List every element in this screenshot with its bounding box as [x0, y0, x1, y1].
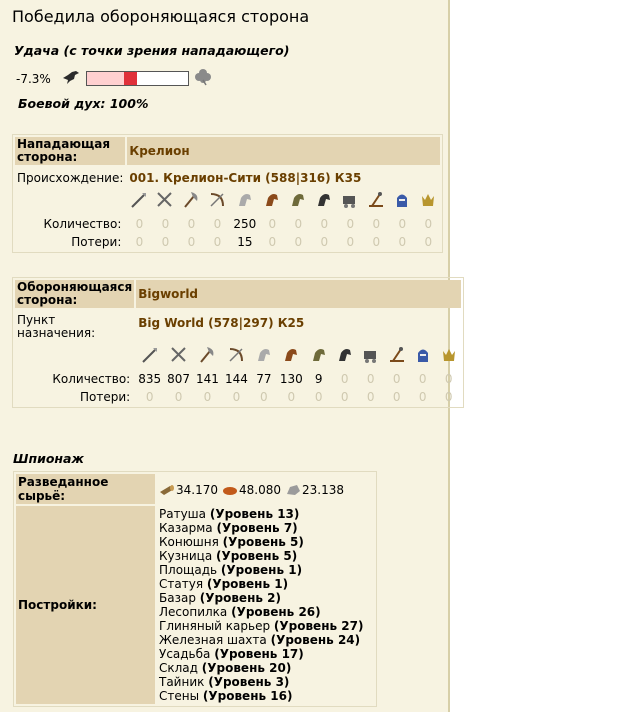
- resource-item: [222, 482, 281, 497]
- luck-title: Удача (с точки зрения нападающего): [14, 43, 290, 58]
- building-item: [159, 647, 372, 661]
- destination-village-link[interactable]: Big World (578|297) К25: [138, 316, 305, 330]
- unit-icon-cell: [390, 188, 414, 214]
- unit-count: 0: [268, 217, 277, 231]
- espionage-table: [13, 471, 377, 707]
- unit-count: 0: [320, 217, 329, 231]
- luck-value: -7.3%: [16, 72, 51, 86]
- defender-table: [12, 277, 464, 408]
- buildings-label: Постройки:: [16, 506, 155, 704]
- unit-loss: 0: [294, 235, 303, 249]
- spear-icon: [140, 345, 160, 365]
- unit-count: 250: [233, 217, 257, 231]
- unit-icon-cell: [278, 343, 305, 369]
- espionage-title: Шпионаж: [13, 451, 84, 466]
- mounted-archer-icon: [309, 345, 329, 365]
- unit-icon-cell: [411, 343, 435, 369]
- resource-value: 34.170: [176, 482, 218, 497]
- unit-icon-cell: [231, 188, 258, 214]
- light-cavalry-icon: [262, 190, 282, 210]
- building-level: (Уровень 26): [231, 605, 321, 619]
- spy-icon: [235, 190, 255, 210]
- unit-count: 0: [187, 217, 196, 231]
- spy-icon: [254, 345, 274, 365]
- ram-icon: [340, 190, 360, 210]
- defender-player-link[interactable]: Bigworld: [136, 280, 461, 308]
- count-label: Количество:: [43, 217, 122, 231]
- unit-loss: 15: [237, 235, 253, 249]
- unit-count: 0: [135, 217, 144, 231]
- unit-icon-cell: [385, 343, 409, 369]
- unit-loss: 0: [260, 390, 268, 404]
- resources-label: Разведанное сырьё:: [16, 474, 155, 504]
- building-name: Ратуша: [159, 507, 210, 521]
- unit-count: 0: [392, 372, 401, 386]
- unit-icon-cell: [252, 343, 276, 369]
- building-name: Склад: [159, 661, 202, 675]
- unit-icon-cell: [153, 188, 177, 214]
- unit-count: 0: [161, 217, 170, 231]
- building-name: Конюшня: [159, 535, 223, 549]
- axe-icon: [181, 190, 201, 210]
- building-item: [159, 619, 372, 633]
- unit-count: 835: [138, 372, 162, 386]
- building-item: [159, 549, 372, 563]
- unit-loss: 0: [287, 390, 296, 404]
- unit-icon-cell: [437, 343, 461, 369]
- unit-count: 0: [366, 372, 375, 386]
- unit-icon-cell: [127, 188, 151, 214]
- ram-icon: [361, 345, 381, 365]
- unit-loss: 0: [398, 235, 407, 249]
- building-name: Казарма: [159, 521, 217, 535]
- axe-icon: [197, 345, 217, 365]
- nobleman-icon: [418, 190, 438, 210]
- unit-icon-cell: [338, 188, 362, 214]
- spear-icon: [129, 190, 149, 210]
- origin-label: Происхождение:: [17, 171, 124, 185]
- mounted-archer-icon: [288, 190, 308, 210]
- unit-count: 0: [346, 217, 355, 231]
- resource-value: 48.080: [239, 482, 281, 497]
- wood-icon: [159, 482, 176, 497]
- attacker-player-link[interactable]: Крелион: [127, 137, 440, 165]
- unit-loss: 0: [444, 390, 453, 404]
- light-cavalry-icon: [281, 345, 301, 365]
- unit-loss: 0: [135, 235, 144, 249]
- unit-loss: 0: [366, 390, 375, 404]
- unit-loss: 0: [418, 390, 427, 404]
- unit-count: 0: [294, 217, 303, 231]
- building-level: (Уровень 3): [208, 675, 290, 689]
- building-name: Статуя: [159, 577, 207, 591]
- icon-row-spacer: [15, 343, 134, 369]
- unit-loss: 0: [424, 235, 433, 249]
- resource-item: [285, 482, 344, 497]
- luck-bar: [86, 71, 189, 86]
- building-item: [159, 661, 372, 675]
- unit-loss: 0: [320, 235, 329, 249]
- unit-icon-cell: [205, 188, 229, 214]
- building-level: (Уровень 5): [215, 549, 298, 563]
- heavy-cavalry-icon: [335, 345, 355, 365]
- building-item: [159, 591, 372, 605]
- unit-count: 0: [418, 372, 427, 386]
- unit-icon-cell: [136, 343, 163, 369]
- unit-count: 144: [224, 372, 248, 386]
- unit-icon-cell: [307, 343, 331, 369]
- buildings-list: [157, 506, 374, 704]
- unit-icon-cell: [194, 343, 221, 369]
- unit-icon-cell: [165, 343, 192, 369]
- building-name: Тайник: [159, 675, 209, 689]
- unit-loss: 0: [213, 235, 222, 249]
- unit-count: 9: [314, 372, 323, 386]
- unit-loss: 0: [187, 235, 196, 249]
- building-item: [159, 633, 372, 647]
- unit-icon-cell: [416, 188, 440, 214]
- building-name: Глиняный карьер: [159, 619, 274, 633]
- unit-loss: 0: [161, 235, 170, 249]
- building-name: Кузница: [159, 549, 216, 563]
- attacker-table: [12, 134, 443, 253]
- building-level: (Уровень 20): [201, 661, 292, 675]
- archer-icon: [226, 345, 246, 365]
- building-name: Усадьба: [159, 647, 215, 661]
- loss-label: Потери:: [80, 390, 131, 404]
- bad-luck-crow-icon: [62, 69, 80, 85]
- nobleman-icon: [439, 345, 459, 365]
- sword-icon: [169, 345, 189, 365]
- unit-loss: 0: [203, 390, 212, 404]
- building-level: (Уровень 17): [214, 647, 304, 661]
- unit-count: 0: [213, 217, 222, 231]
- report-title: Победила обороняющаяся сторона: [12, 7, 310, 26]
- unit-count: 77: [256, 372, 272, 386]
- building-item: [159, 689, 372, 703]
- unit-icon-cell: [260, 188, 284, 214]
- good-luck-clover-icon: [194, 68, 212, 86]
- building-name: Площадь: [159, 563, 221, 577]
- building-name: Базар: [159, 591, 200, 605]
- icon-row-spacer: [15, 188, 125, 214]
- unit-loss: 0: [346, 235, 355, 249]
- origin-village-link[interactable]: 001. Крелион-Сити (588|316) К35: [129, 171, 362, 185]
- count-label: Количество:: [52, 372, 131, 386]
- unit-count: 141: [196, 372, 219, 386]
- destination-label: Пункт назначения:: [17, 313, 96, 340]
- building-level: (Уровень 1): [220, 563, 303, 577]
- building-item: [159, 507, 372, 521]
- luck-bar-marker: [124, 72, 137, 85]
- unit-count: 0: [424, 217, 433, 231]
- unit-count: 0: [372, 217, 381, 231]
- catapult-icon: [387, 345, 407, 365]
- unit-count: 0: [398, 217, 407, 231]
- sword-icon: [155, 190, 175, 210]
- heavy-cavalry-icon: [314, 190, 334, 210]
- building-level: (Уровень 24): [270, 633, 361, 647]
- unit-loss: 0: [145, 390, 154, 404]
- attacker-label: Нападающая сторона:: [15, 137, 125, 165]
- building-level: (Уровень 16): [202, 689, 293, 703]
- catapult-icon: [366, 190, 386, 210]
- unit-icon-cell: [312, 188, 336, 214]
- unit-loss: 0: [372, 235, 381, 249]
- resource-value: 23.138: [302, 482, 344, 497]
- clay-icon: [222, 482, 239, 497]
- morale-text: Боевой дух: 100%: [18, 96, 149, 111]
- unit-count: 130: [279, 372, 303, 386]
- building-level: (Уровень 5): [222, 535, 304, 549]
- building-level: (Уровень 27): [273, 619, 364, 633]
- building-item: [159, 577, 372, 591]
- iron-icon: [285, 482, 302, 497]
- unit-loss: 0: [268, 235, 277, 249]
- unit-count: 0: [340, 372, 349, 386]
- resources-values: [157, 474, 374, 504]
- unit-icon-cell: [223, 343, 250, 369]
- unit-icon-cell: [364, 188, 388, 214]
- resource-item: [159, 482, 218, 497]
- building-item: [159, 605, 372, 619]
- unit-icon-cell: [359, 343, 383, 369]
- unit-count: 807: [167, 372, 191, 386]
- unit-loss: 0: [314, 390, 323, 404]
- building-item: [159, 521, 372, 535]
- unit-icon-cell: [179, 188, 203, 214]
- knight-icon: [392, 190, 412, 210]
- building-level: (Уровень 1): [206, 577, 289, 591]
- loss-label: Потери:: [71, 235, 122, 249]
- building-name: Лесопилка: [159, 605, 232, 619]
- building-level: (Уровень 2): [199, 591, 281, 605]
- unit-icon-cell: [286, 188, 310, 214]
- archer-icon: [207, 190, 227, 210]
- building-item: [159, 563, 372, 577]
- unit-icon-cell: [333, 343, 357, 369]
- unit-count: 0: [444, 372, 453, 386]
- building-level: (Уровень 13): [209, 507, 300, 521]
- building-level: (Уровень 7): [216, 521, 298, 535]
- building-item: [159, 675, 372, 689]
- knight-icon: [413, 345, 433, 365]
- defender-label: Обороняющаяся сторона:: [17, 280, 133, 307]
- building-item: [159, 535, 372, 549]
- unit-loss: 0: [174, 390, 183, 404]
- unit-loss: 0: [340, 390, 349, 404]
- unit-loss: 0: [392, 390, 401, 404]
- unit-loss: 0: [232, 390, 241, 404]
- building-name: Железная шахта: [159, 633, 271, 647]
- building-name: Стены: [159, 689, 203, 703]
